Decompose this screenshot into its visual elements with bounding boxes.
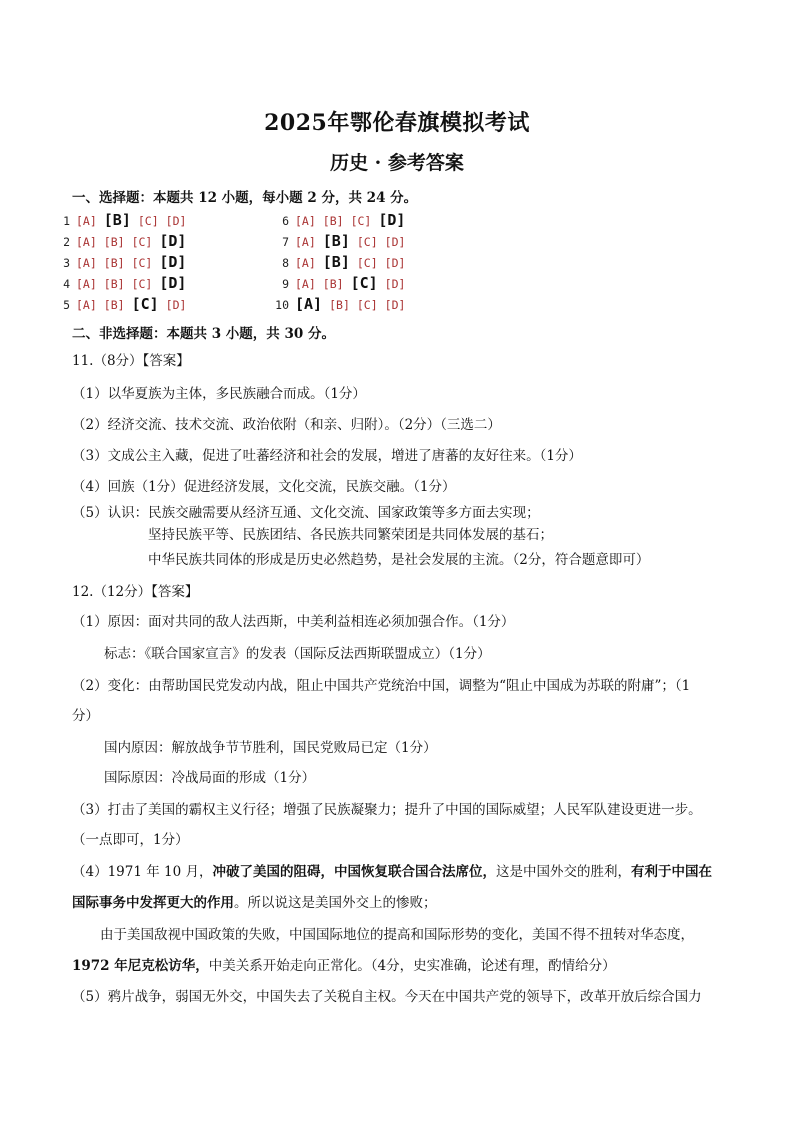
- section-nonchoice-heading: 二、非选择题：本题共 3 小题，共 30 分。: [72, 326, 335, 342]
- q11-answer-5a: （5）认识：民族交融需要从经济互通、文化交流、国家政策等多方面去实现；: [72, 505, 540, 521]
- mc-row-8: [275, 253, 412, 271]
- q12-answer-1b: 标志：《联合国家宣言》的发表（国际反法西斯联盟成立）（1分）: [104, 646, 491, 662]
- mc-option: [D]: [165, 214, 187, 228]
- q12-answer-2: （2）变化：由帮助国民党发动内战，阻止中国共产党统治中国，调整为“阻止中国成为苏联的附庸”；（1: [72, 678, 691, 694]
- mc-row-4: [56, 274, 193, 292]
- mc-option: [D]: [165, 298, 187, 312]
- q12-answer-4-part3: 。所以说这是美国外交上的惨败；: [234, 895, 437, 911]
- q12-answer-2b: 国内原因：解放战争节节胜利，国民党败局已定（1分）: [104, 740, 437, 756]
- mc-option: [A]: [76, 298, 97, 312]
- mc-selected-option: [D]: [159, 232, 187, 250]
- mc-selected-option: [B]: [322, 232, 350, 250]
- mc-row-10: [275, 295, 412, 313]
- q11-answer-5c: 中华民族共同体的形成是历史必然趋势，是社会发展的主流。（2分，符合题意即可）: [148, 552, 650, 568]
- mc-row-3: [56, 253, 193, 271]
- page-subtitle: 历史 · 参考答案: [330, 152, 464, 174]
- q12-answer-4-line2: [72, 894, 437, 912]
- mc-question-number: 5: [63, 298, 70, 312]
- mc-question-number: 7: [282, 235, 289, 249]
- mc-selected-option: [B]: [322, 253, 350, 271]
- q12-answer-4-bold4: 1972 年尼克松访华，: [72, 958, 209, 974]
- q12-answer-4-part4: 中美关系开始走向正常化。（4分，史实准确，论述有理，酌情给分）: [208, 958, 616, 974]
- mc-row-9: [275, 274, 412, 292]
- mc-option: [D]: [384, 256, 406, 270]
- q12-answer-3: （3）打击了美国的霸权主义行径；增强了民族凝聚力；提升了中国的国际威望；人民军队建设更进一步。: [72, 802, 702, 818]
- mc-selected-option: [B]: [103, 211, 131, 229]
- mc-option: [B]: [329, 298, 350, 312]
- q12-answer-5: （5）鸦片战争，弱国无外交，中国失去了关税自主权。今天在中国共产党的领导下，改革开放后综合国力: [72, 989, 702, 1005]
- mc-option: [A]: [295, 256, 316, 270]
- mc-option: [D]: [384, 235, 406, 249]
- mc-option: [C]: [356, 298, 378, 312]
- mc-row-7: [275, 232, 412, 250]
- mc-question-number: 2: [63, 235, 70, 249]
- mc-row-1: [56, 211, 193, 229]
- mc-question-number: 6: [282, 214, 289, 228]
- mc-option: [C]: [137, 214, 159, 228]
- q12-answer-2-cont: 分）: [72, 708, 99, 724]
- q12-answer-4-line3: 由于美国敌视中国政策的失败，中国国际地位的提高和国际形势的变化，美国不得不扭转对华态度，: [100, 927, 694, 943]
- q12-answer-4: [72, 863, 712, 881]
- mc-option: [D]: [384, 298, 406, 312]
- q11-answer-1: （1）以华夏族为主体，多民族融合而成。（1分）: [72, 386, 366, 402]
- mc-option: [B]: [103, 277, 125, 291]
- mc-question-number: 3: [63, 256, 70, 270]
- mc-selected-option: [C]: [350, 274, 378, 292]
- mc-option: [B]: [103, 298, 125, 312]
- mc-selected-option: [A]: [295, 295, 323, 313]
- q12-answer-1: （1）原因：面对共同的敌人法西斯，中美利益相连必须加强合作。（1分）: [72, 614, 515, 630]
- mc-row-5: [56, 295, 193, 313]
- mc-option: [A]: [76, 256, 97, 270]
- mc-question-number: 10: [275, 298, 289, 312]
- mc-option: [A]: [295, 277, 316, 291]
- mc-option: [A]: [76, 214, 97, 228]
- mc-selected-option: [C]: [131, 295, 159, 313]
- section-choice-heading: 一、选择题：本题共 12 小题，每小题 2 分，共 24 分。: [72, 190, 418, 206]
- mc-option: [B]: [322, 214, 344, 228]
- q12-answer-3-cont: （一点即可，1分）: [72, 832, 189, 848]
- mc-option: [C]: [131, 277, 153, 291]
- mc-option: [A]: [295, 235, 316, 249]
- q11-answer-3: （3）文成公主入藏，促进了吐蕃经济和社会的发展，增进了唐蕃的友好往来。（1分）: [72, 448, 582, 464]
- mc-row-6: [275, 211, 412, 229]
- mc-option: [C]: [350, 214, 372, 228]
- mc-row-2: [56, 232, 193, 250]
- mc-selected-option: [D]: [159, 274, 187, 292]
- mc-question-number: 8: [282, 256, 289, 270]
- mc-option: [B]: [103, 256, 125, 270]
- page-title: 2025年鄂伦春旗模拟考试: [264, 110, 530, 136]
- mc-option: [A]: [76, 235, 97, 249]
- mc-option: [C]: [356, 235, 378, 249]
- mc-option: [C]: [131, 235, 153, 249]
- q12-answer-4-line4: [72, 957, 616, 975]
- mc-option: [C]: [356, 256, 378, 270]
- q12-answer-4-bold1: 冲破了美国的阻碍，中国恢复联合国合法席位，: [212, 864, 496, 880]
- q11-answer-2: （2）经济交流、技术交流、政治依附（和亲、归附）。（2分）（三选二）: [72, 417, 501, 433]
- mc-selected-option: [D]: [159, 253, 187, 271]
- mc-selected-option: [D]: [378, 211, 406, 229]
- mc-question-number: 9: [282, 277, 289, 291]
- mc-option: [C]: [131, 256, 153, 270]
- q11-answer-5b: 坚持民族平等、民族团结、各民族共同繁荣团是共同体发展的基石；: [148, 527, 553, 543]
- q12-answer-4-bold2: 有利于中国在: [631, 864, 712, 880]
- q12-answer-2c: 国际原因：冷战局面的形成（1分）: [104, 770, 316, 786]
- mc-option: [A]: [295, 214, 316, 228]
- mc-option: [B]: [103, 235, 125, 249]
- mc-question-number: 4: [63, 277, 70, 291]
- mc-option: [A]: [76, 277, 97, 291]
- mc-option: [D]: [384, 277, 406, 291]
- q11-answer-4: （4）回族（1分）促进经济发展，文化交流，民族交融。（1分）: [72, 479, 456, 495]
- q11-header: 11.（8分）【答案】: [72, 353, 190, 369]
- q12-answer-4-part1: （4）1971 年 10 月，: [72, 864, 213, 880]
- q12-header: 12.（12分）【答案】: [72, 584, 199, 600]
- mc-question-number: 1: [63, 214, 70, 228]
- q12-answer-4-part2: 这是中国外交的胜利，: [496, 864, 631, 880]
- q12-answer-4-bold3: 国际事务中发挥更大的作用: [72, 895, 234, 911]
- mc-option: [B]: [322, 277, 344, 291]
